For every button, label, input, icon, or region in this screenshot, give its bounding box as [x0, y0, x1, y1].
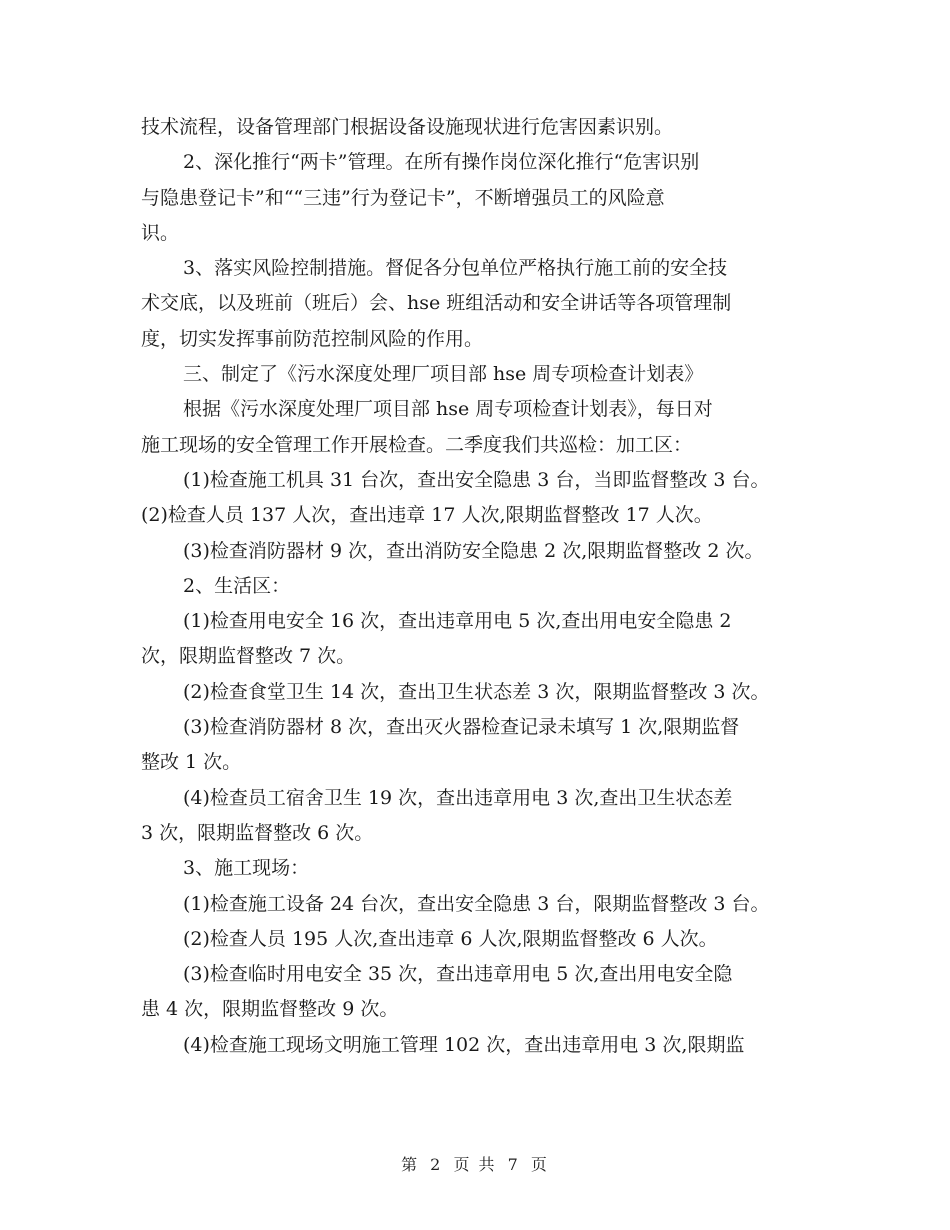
body-line: 与隐患登记卡”和““三违”行为登记卡”，不断增强员工的风险意: [141, 186, 665, 209]
document-body: [141, 110, 831, 1063]
body-line: 识。: [141, 221, 180, 244]
page-footer: [0, 1152, 950, 1175]
body-line: (3)检查消防器材 9 次，查出消防安全隐患 2 次,限期监督整改 2 次。: [183, 539, 764, 562]
body-line: 次，限期监督整改 7 次。: [141, 645, 356, 668]
footer-suffix: 页: [530, 1155, 549, 1174]
body-line: (3)检查消防器材 8 次，查出灭火器检查记录未填写 1 次,限期监督: [183, 716, 740, 739]
total-page-count: 7: [507, 1155, 520, 1174]
body-line: (2)检查人员 195 人次,查出违章 6 人次,限期监督整改 6 人次。: [183, 927, 718, 950]
subsection-heading: 2、生活区：: [183, 574, 291, 597]
body-line: 技术流程，设备管理部门根据设备设施现状进行危害因素识别。: [141, 116, 674, 138]
body-line: 整改 1 次。: [141, 751, 242, 774]
body-line: (4)检查员工宿舍卫生 19 次，查出违章用电 3 次,查出卫生状态差: [183, 786, 733, 809]
body-line: 度，切实发挥事前防范控制风险的作用。: [141, 327, 484, 350]
body-line: (1)检查施工设备 24 台次，查出安全隐患 3 台，限期监督整改 3 台。: [183, 892, 770, 915]
body-line: 3 次，限期监督整改 6 次。: [141, 821, 374, 844]
body-line: 施工现场的安全管理工作开展检查。二季度我们共巡检：加工区：: [141, 433, 693, 456]
body-line: 术交底，以及班前（班后）会、hse 班组活动和安全讲话等各项管理制: [141, 292, 732, 315]
subsection-heading: 3、施工现场：: [183, 857, 310, 880]
current-page-number: 2: [430, 1155, 443, 1174]
footer-mid: 页 共: [453, 1155, 497, 1174]
body-line: (1)检查用电安全 16 次，查出违章用电 5 次,查出用电安全隐患 2: [183, 610, 732, 633]
body-line: (4)检查施工现场文明施工管理 102 次，查出违章用电 3 次,限期监: [183, 1033, 745, 1056]
footer-prefix: 第: [401, 1155, 420, 1174]
body-line: 3、落实风险控制措施。督促各分包单位严格执行施工前的安全技: [183, 257, 728, 280]
body-line: 根据《污水深度处理厂项目部 hse 周专项检查计划表》，每日对: [183, 398, 713, 421]
body-line: (1)检查施工机具 31 台次，查出安全隐患 3 台，当即监督整改 3 台。: [183, 468, 770, 491]
body-line: (2)检查食堂卫生 14 次，查出卫生状态差 3 次，限期监督整改 3 次。: [183, 680, 770, 703]
body-line: (3)检查临时用电安全 35 次，查出违章用电 5 次,查出用电安全隐: [183, 963, 733, 986]
body-line: (2)检查人员 137 人次，查出违章 17 人次,限期监督整改 17 人次。: [141, 504, 713, 527]
body-line: 2、深化推行“两卡”管理。在所有操作岗位深化推行“危害识别: [183, 151, 700, 174]
section-heading: 三、制定了《污水深度处理厂项目部 hse 周专项检查计划表》: [183, 363, 704, 386]
body-line: 患 4 次，限期监督整改 9 次。: [141, 998, 399, 1021]
